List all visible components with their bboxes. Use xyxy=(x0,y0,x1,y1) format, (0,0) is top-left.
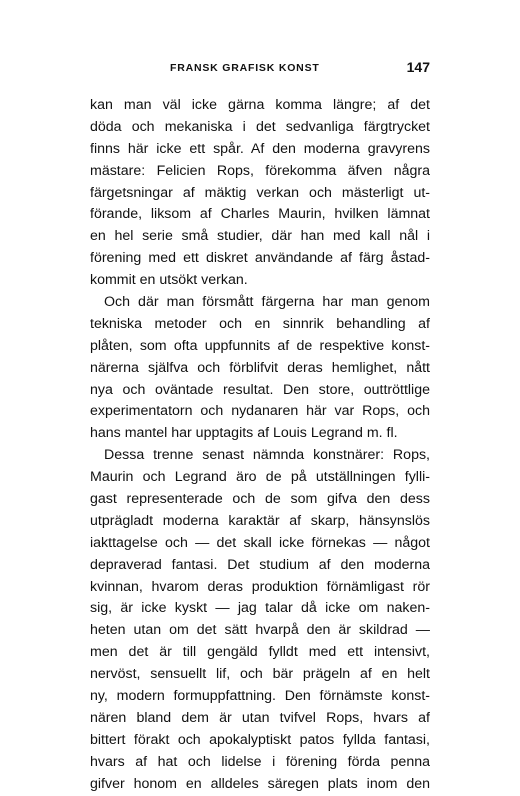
text-line: kommit en utsökt verkan. xyxy=(90,272,248,289)
text-line: tekniska metoder och en sinnrik behandling af xyxy=(90,315,430,332)
text-line: hans mantel har upptagits af Louis Legrand m. fl. xyxy=(90,425,398,442)
text-line: utprägladt moderna karaktär af skarp, hänsynslös xyxy=(90,512,430,529)
text-line: iakttagelse och — det skall icke förnekas — något xyxy=(90,534,430,551)
body-text xyxy=(90,95,430,796)
text-line: ny, modern formuppfattning. Den förnämste konst- xyxy=(90,688,430,705)
text-line: gast representerade och de som gifva den dess xyxy=(90,491,430,508)
text-line: bittert förakt och apokalyptiskt patos fyllda fantasi, xyxy=(90,731,430,748)
text-line: heten utan om det sätt hvarpå den är skildrad — xyxy=(90,622,430,639)
text-line: förening med ett diskret användande af färg åstad- xyxy=(90,250,430,267)
text-line: nären bland dem är utan tvifvel Rops, hvars af xyxy=(90,709,430,726)
text-line: färgetsningar af mäktig verkan och mästerligt ut- xyxy=(90,184,430,201)
text-line: mästare: Felicien Rops, förekomma äfven några xyxy=(90,162,430,179)
text-line: nya och oväntade resultat. Den store, outtröttlige xyxy=(90,381,430,398)
text-line: men det är till gengäld fylldt med ett intensivt, xyxy=(90,644,430,661)
text-line: finns här icke ett spår. Af den moderna gravyrens xyxy=(90,140,430,157)
page-number: 147 xyxy=(406,59,430,75)
text-line: nervöst, sensuellt lif, och bär prägeln af en helt xyxy=(90,666,430,683)
text-line: kan man väl icke gärna komma längre; af det xyxy=(90,97,430,113)
text-line: Och där man försmått färgerna har man genom xyxy=(104,294,430,311)
text-line: gifver honom en alldeles säregen plats inom den xyxy=(90,775,430,792)
text-line: plåten, som ofta uppfunnits af de respektive konst- xyxy=(90,337,430,354)
text-line: närerna själfva och förblifvit deras hemlighet, nått xyxy=(90,359,430,376)
running-header xyxy=(90,60,430,80)
text-line: hvars af hat och lidelse i förening förda penna xyxy=(90,753,430,770)
text-line: en hel serie små studier, där han med kall nål i xyxy=(90,228,430,245)
text-line: Maurin och Legrand äro de på utställningen fylli- xyxy=(90,469,430,486)
text-line: kvinnan, hvarom deras produktion förnämligast rör xyxy=(90,578,430,595)
text-line: döda och mekaniska i det sedvanliga färgtrycket xyxy=(90,118,430,135)
text-line: Dessa trenne senast nämnda konstnärer: Rops, xyxy=(104,447,430,464)
running-title: FRANSK GRAFISK KONST xyxy=(170,62,320,74)
text-line: experimentatorn och nydanaren här var Rops, och xyxy=(90,403,430,420)
text-line: sig, är icke kyskt — jag talar då icke om naken- xyxy=(90,600,430,617)
text-line: förande, liksom af Charles Maurin, hvilken lämnat xyxy=(90,206,430,223)
text-line: depraverad fantasi. Det studium af den moderna xyxy=(90,556,430,573)
